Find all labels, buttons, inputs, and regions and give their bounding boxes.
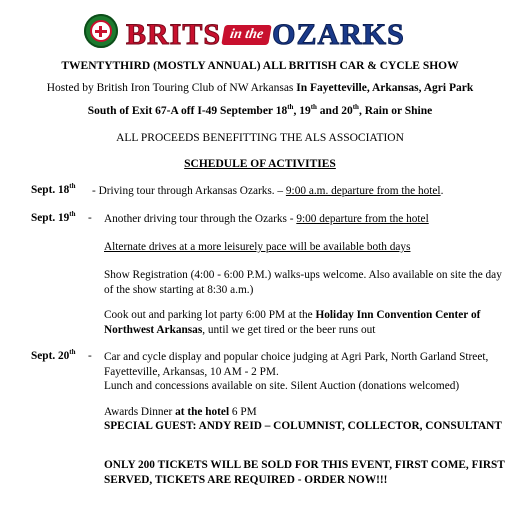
brand-wordmark	[126, 18, 405, 52]
date-sept-20: Sept. 20th	[31, 348, 76, 362]
host-line: Hosted by British Iron Touring Club of NW Arkansas In Fayetteville, Arkansas, Agri Park	[46, 82, 474, 94]
date-sept-18: Sept. 18th	[31, 182, 76, 196]
brand-in-the: in the	[221, 25, 272, 45]
sept-18-activity: - Driving tour through Arkansas Ozarks. – 9:00 a.m. departure from the hotel.	[92, 185, 444, 197]
sept-20-special-guest: SPECIAL GUEST: ANDY REID – COLUMNIST, COLLECTOR, CONSULTANT	[104, 420, 502, 432]
sept-20-dash: -	[88, 350, 92, 362]
sept-19-dash: -	[88, 212, 92, 224]
event-title: TWENTYTHIRD (MOSTLY ANNUAL) ALL BRITISH CAR & CYCLE SHOW	[61, 60, 459, 72]
sept-20-dinner: Awards Dinner at the hotel 6 PM	[104, 406, 257, 418]
sept-19-registration: Show Registration (4:00 - 6:00 P.M.) walks-ups welcome. Also available on site the day of the show starting at 8:30 a.m.)	[104, 269, 502, 296]
sept-20-display: Car and cycle display and popular choice judging at Agri Park, North Garland Street, Fayetteville, Arkansas, 10 AM - 2 PM.	[104, 351, 489, 378]
sept-20-tickets: ONLY 200 TICKETS WILL BE SOLD FOR THIS EVENT, FIRST COME, FIRST SERVED, TICKETS ARE REQUIRED - ORDER NOW!!!	[104, 459, 505, 486]
sept-19-tour: Another driving tour through the Ozarks - 9:00 departure from the hotel	[104, 213, 429, 225]
brand-ozarks: OZARKS	[272, 18, 405, 51]
date-sept-19: Sept. 19th	[31, 210, 76, 224]
sept-19-alternate: Alternate drives at a more leisurely pace will be available both days	[104, 241, 411, 253]
sept-20-lunch: Lunch and concessions available on site. Silent Auction (donations welcomed)	[104, 380, 460, 392]
sept-19-party: Cook out and parking lot party 6:00 PM at the Holiday Inn Convention Center of Northwest Arkansas, until we get tired or the beer runs out	[104, 309, 481, 336]
schedule-heading: SCHEDULE OF ACTIVITIES	[184, 158, 336, 170]
proceeds-line: ALL PROCEEDS BENEFITTING THE ALS ASSOCIATION	[116, 132, 404, 144]
logo-banner	[0, 8, 520, 58]
union-jack-badge-icon	[84, 14, 118, 48]
brand-brits: BRITS	[126, 18, 222, 51]
dates-line: South of Exit 67-A off I-49 September 18th, 19th and 20th, Rain or Shine	[87, 103, 433, 117]
